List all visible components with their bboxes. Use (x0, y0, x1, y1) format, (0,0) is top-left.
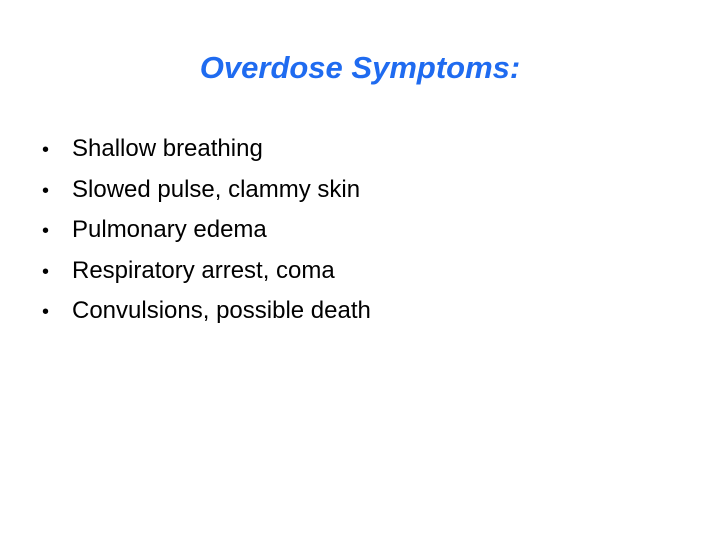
list-item (42, 251, 371, 292)
list-item (42, 129, 371, 170)
bullet-icon: • (42, 179, 50, 202)
bullet-icon: • (42, 260, 50, 283)
bullet-text: Slowed pulse, clammy skin (72, 175, 361, 203)
bullet-icon: • (42, 301, 50, 323)
bullet-text: Pulmonary edema (72, 216, 267, 243)
bullet-text: Respiratory arrest, coma (72, 256, 335, 284)
list-item (42, 210, 371, 251)
list-item (42, 291, 371, 332)
list-item (42, 170, 371, 211)
slide-title: Overdose Symptoms: (199, 50, 521, 85)
bullet-icon: • (42, 139, 50, 161)
bullet-text: Convulsions, possible death (72, 297, 371, 324)
bullet-text: Shallow breathing (72, 135, 263, 162)
bullet-icon: • (42, 220, 50, 242)
bullet-list (42, 129, 371, 332)
